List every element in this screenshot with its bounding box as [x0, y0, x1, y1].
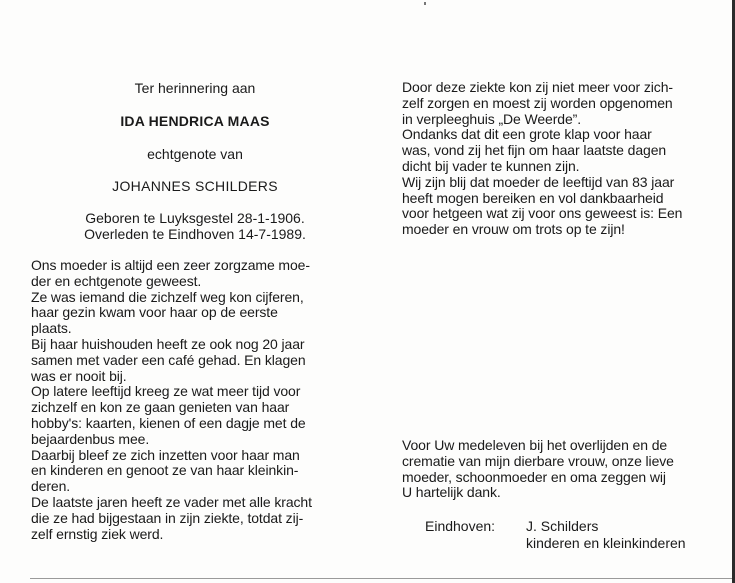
text-line: moeder en vrouw om trots op te zijn! — [402, 221, 625, 238]
text-line: crematie van mijn dierbare vrouw, onze lieve — [402, 452, 674, 469]
text-line: plaats. — [31, 320, 72, 337]
text-line: Ondanks dat dit een grote klap voor haar — [402, 126, 652, 143]
text-line: Daarbij bleef ze zich inzetten voor haar man — [31, 446, 300, 463]
text-line: zelf ernstig ziek werd. — [31, 525, 164, 542]
fold-mark — [424, 2, 426, 5]
text-line: De laatste jaren heeft ze vader met alle kracht — [31, 493, 312, 510]
signature-place: Eindhoven: — [425, 518, 496, 534]
text-line: was, vond zij het fijn om haar laatste dagen — [402, 142, 667, 159]
text-line: Door deze ziekte kon zij niet meer voor zich- — [402, 79, 673, 95]
thank-you-text — [402, 438, 699, 501]
text-line: was er nooit bij. — [31, 367, 127, 384]
text-line: moeder, schoonmoeder en oma zeggen wij — [402, 468, 666, 485]
text-line: bejaardenbus mee. — [31, 430, 150, 447]
text-line: dicht bij vader te kunnen zijn. — [402, 157, 580, 174]
text-line: zelf zorgen en moest zij worden opgenomen — [402, 94, 673, 111]
relation-text: echtgenote van — [147, 146, 243, 162]
birth-line: Geboren te Luyksgestel 28-1-1906. — [85, 210, 305, 226]
text-line: en kinderen en genoot ze van haar kleinkin- — [31, 462, 299, 479]
text-line: Bij haar huishouden heeft ze ook nog 20 jaar — [31, 335, 305, 352]
text-line: deren. — [31, 478, 71, 495]
text-line: Ze was iemand die zichzelf weg kon cijferen, — [31, 288, 304, 305]
text-line: haar gezin kwam voor haar op de eerste — [31, 304, 278, 321]
right-column-top-text — [402, 80, 699, 238]
text-line: Ons moeder is altijd een zeer zorgzame moe- — [31, 257, 310, 273]
deceased-name: IDA HENDRICA MAAS — [120, 113, 270, 129]
text-line: heeft mogen bereiken en vol dankbaarheid — [402, 189, 664, 206]
text-line: zichzelf en kon ze gaan genieten van haar — [31, 399, 290, 416]
intro-text: Ter herinnering aan — [134, 80, 256, 96]
text-line: voor hetgeen wat zij voor ons geweest is: Een — [402, 205, 683, 222]
text-line: Voor Uw medeleven bij het overlijden en de — [402, 437, 668, 453]
text-line: samen met vader een café gehad. En klagen — [31, 351, 306, 368]
text-line: die ze had bijgestaan in zijn ziekte, totdat zij- — [31, 509, 304, 526]
text-line: Wij zijn blij dat moeder de leeftijd van 83 jaar — [402, 173, 675, 190]
signature-family: kinderen en kleinkinderen — [526, 535, 686, 551]
text-line: Op latere leeftijd kreeg ze wat meer tijd voor — [31, 383, 301, 400]
death-line: Overleden te Eindhoven 14-7-1989. — [84, 226, 306, 242]
text-line: in verpleeghuis „De Weerde”. — [402, 110, 582, 127]
text-line: der en echtgenote geweest. — [31, 272, 202, 289]
text-line: U hartelijk dank. — [402, 484, 501, 501]
signature-name: J. Schilders — [526, 518, 599, 534]
spouse-name: JOHANNES SCHILDERS — [112, 178, 278, 194]
bottom-edge-line — [30, 578, 735, 579]
text-line: hobby's: kaarten, kienen of een dagje met de — [31, 414, 306, 431]
left-column-text — [31, 258, 327, 542]
